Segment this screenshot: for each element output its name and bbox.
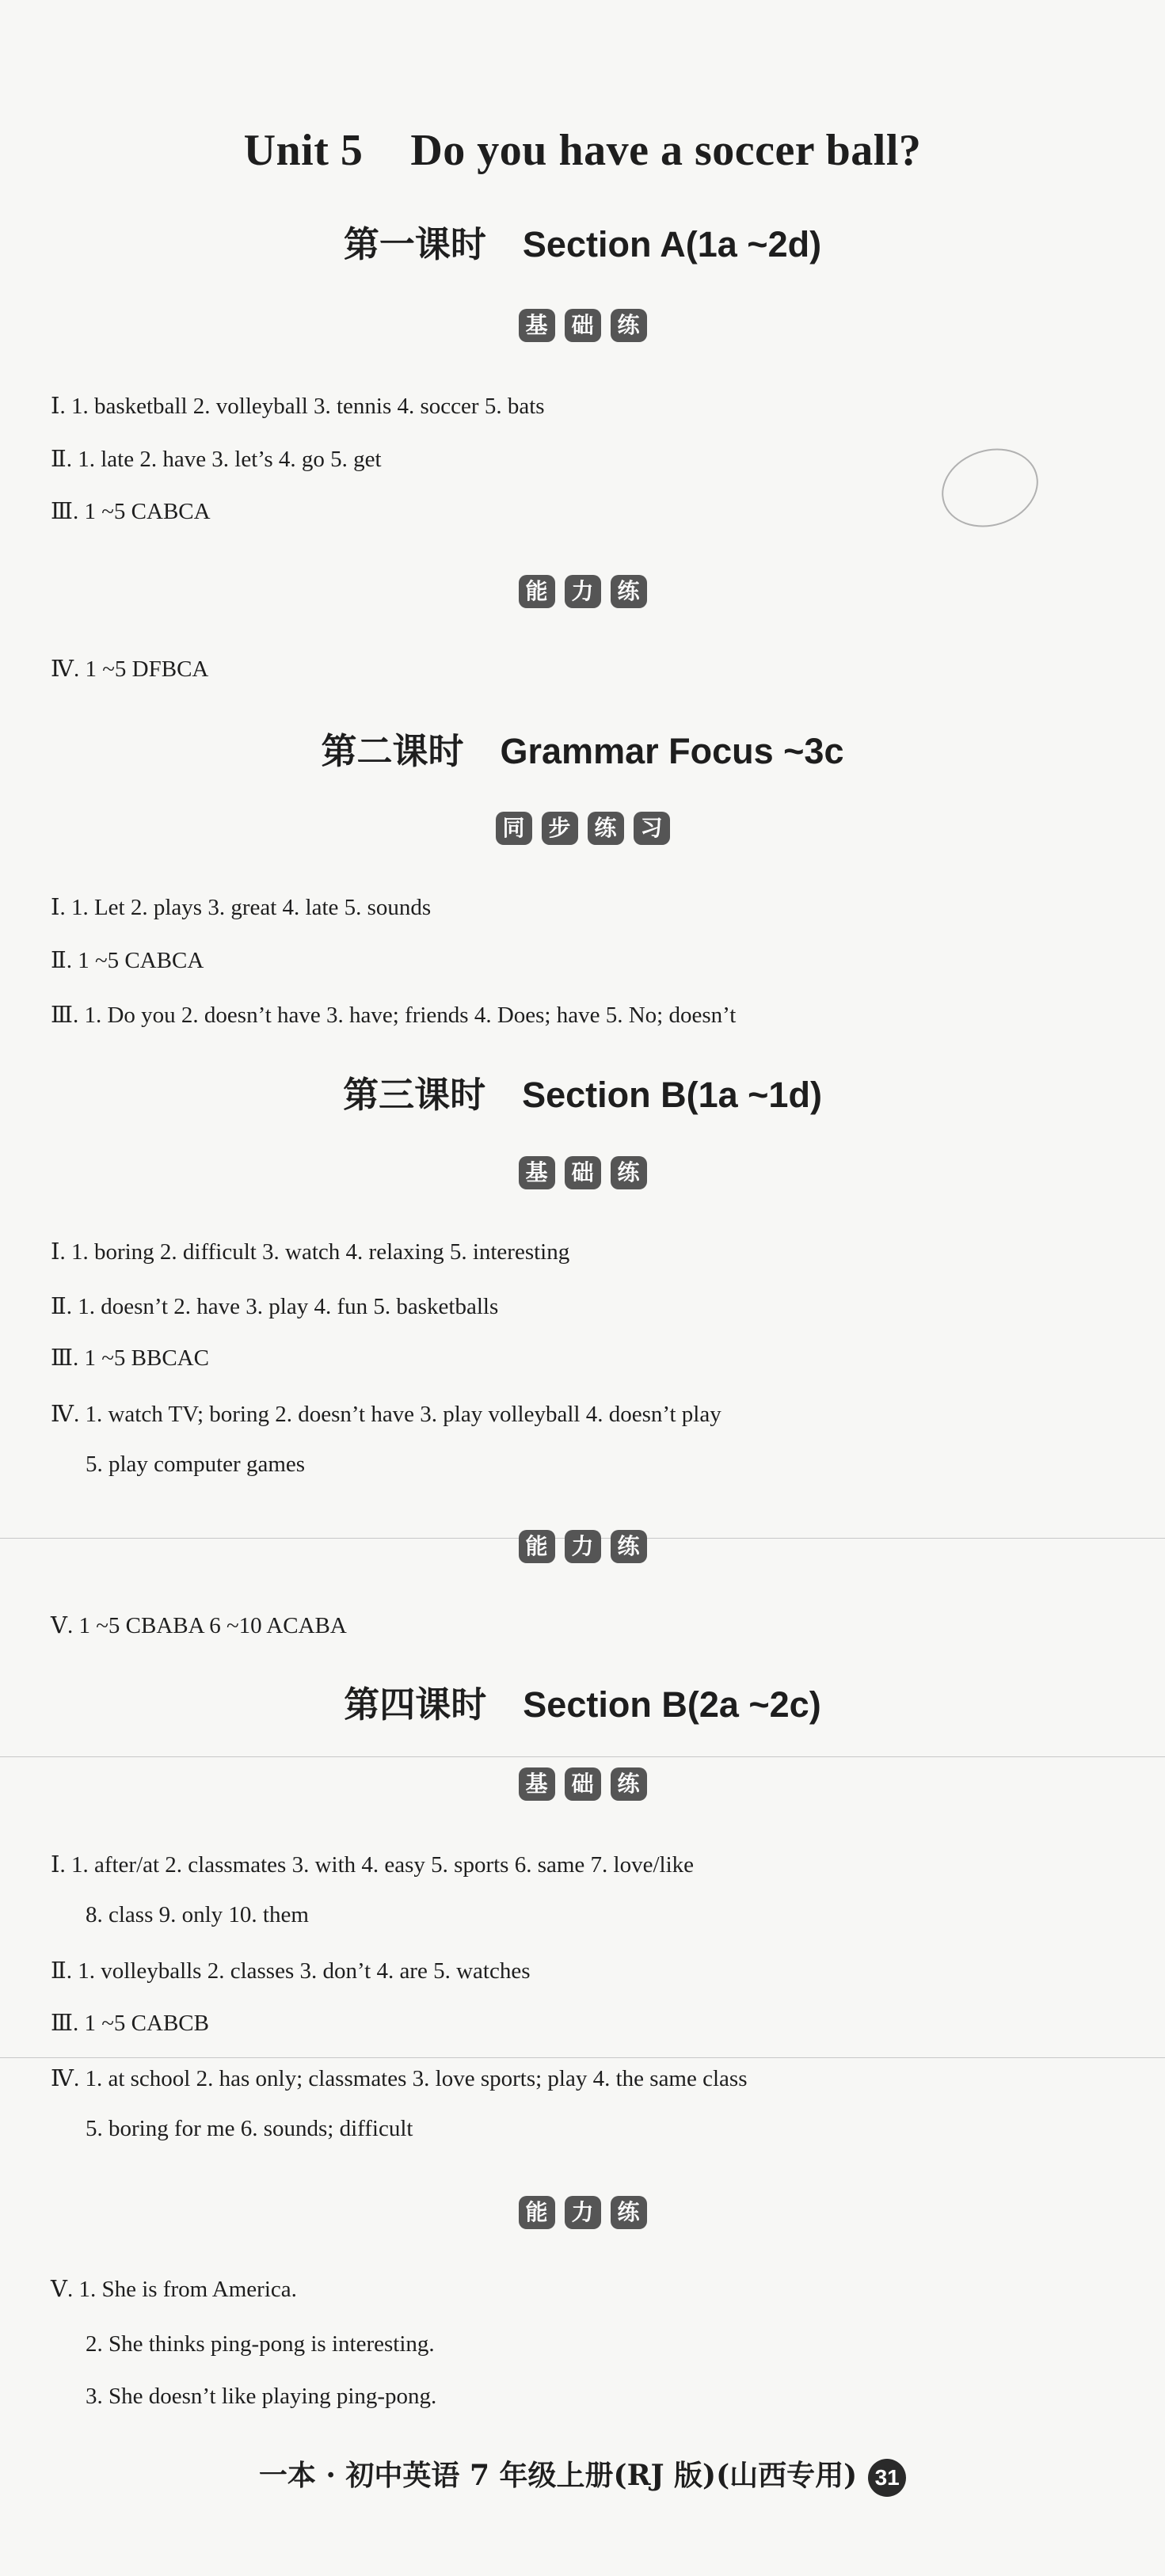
answer-line: Ⅴ. 1. She is from America.	[51, 2277, 297, 2302]
badge-char: 练	[611, 309, 647, 342]
lesson-cn: 第三课时	[343, 1074, 486, 1116]
answer-line: 2. She thinks ping-pong is interesting.	[86, 2331, 435, 2357]
unit-question: Do you have a soccer ball?	[410, 126, 922, 175]
lesson-en: Section B(1a ~1d)	[522, 1075, 822, 1115]
answer-line: 5. boring for me 6. sounds; difficult	[86, 2116, 413, 2141]
lesson-en: Grammar Focus ~3c	[500, 731, 844, 771]
answer-line: Ⅲ. 1 ~5 CABCA	[51, 499, 211, 524]
badge-char: 练	[611, 575, 647, 608]
unit-title	[0, 125, 1165, 176]
answer-line: Ⅲ. 1 ~5 BBCAC	[51, 1345, 209, 1371]
badge-char: 础	[565, 1767, 601, 1801]
badge-char: 能	[519, 575, 555, 608]
badge-nengli	[0, 2196, 1165, 2229]
answer-line: Ⅱ. 1. doesn’t 2. have 3. play 4. fun 5. basketballs	[51, 1294, 499, 1319]
stamp-logo	[931, 436, 1049, 539]
badge-char: 础	[565, 1156, 601, 1189]
badge-char: 力	[565, 575, 601, 608]
badge-char: 基	[519, 1156, 555, 1189]
badge-char: 础	[565, 309, 601, 342]
lesson-cn: 第一课时	[343, 223, 486, 265]
badge-nengli	[0, 1530, 1165, 1563]
badge-char: 习	[634, 812, 670, 845]
badge-jichu	[0, 309, 1165, 342]
badge-char: 基	[519, 309, 555, 342]
answer-line: Ⅳ. 1 ~5 DFBCA	[51, 656, 209, 682]
answer-line: Ⅰ. 1. Let 2. plays 3. great 4. late 5. sounds	[51, 895, 432, 920]
badge-jichu	[0, 1767, 1165, 1801]
lesson-heading-2	[0, 722, 1165, 774]
lesson-heading-4	[0, 1676, 1165, 1727]
answer-line: 3. She doesn’t like playing ping-pong.	[86, 2384, 437, 2409]
badge-char: 步	[542, 812, 578, 845]
answer-line: Ⅱ. 1. volleyballs 2. classes 3. don’t 4. are 5. watches	[51, 1958, 531, 1984]
badge-char: 练	[611, 1530, 647, 1563]
answer-line: Ⅲ. 1. Do you 2. doesn’t have 3. have; friends 4. Does; have 5. No; doesn’t	[51, 1003, 737, 1028]
badge-tongbu	[0, 812, 1165, 845]
lesson-cn: 第二课时	[321, 730, 464, 772]
badge-jichu	[0, 1156, 1165, 1189]
answer-line: Ⅰ. 1. basketball 2. volleyball 3. tennis 4. soccer 5. bats	[51, 394, 545, 419]
answer-line: 8. class 9. only 10. them	[86, 1902, 309, 1927]
answer-line: Ⅲ. 1 ~5 CABCB	[51, 2011, 209, 2036]
page-fold-line	[0, 1756, 1165, 1757]
page-number-badge: 31	[868, 2459, 906, 2497]
badge-nengli	[0, 575, 1165, 608]
badge-char: 练	[611, 1767, 647, 1801]
badge-char: 练	[611, 1156, 647, 1189]
page-footer	[0, 2453, 1165, 2497]
lesson-heading-3	[0, 1066, 1165, 1117]
answer-line: Ⅰ. 1. after/at 2. classmates 3. with 4. easy 5. sports 6. same 7. love/like	[51, 1852, 694, 1878]
badge-char: 能	[519, 1530, 555, 1563]
lesson-en: Section B(2a ~2c)	[523, 1684, 821, 1725]
answer-line: Ⅱ. 1. late 2. have 3. let’s 4. go 5. get	[51, 447, 382, 472]
answer-line: Ⅰ. 1. boring 2. difficult 3. watch 4. relaxing 5. interesting	[51, 1239, 570, 1265]
badge-char: 能	[519, 2196, 555, 2229]
footer-text: 一本 · 初中英语 7 年级上册(RJ 版)(山西专用)	[258, 2459, 858, 2492]
lesson-heading-1	[0, 215, 1165, 267]
answer-line: Ⅳ. 1. at school 2. has only; classmates 3. love sports; play 4. the same class	[51, 2066, 748, 2091]
unit-label: Unit 5	[243, 126, 364, 175]
answer-line: 5. play computer games	[86, 1452, 306, 1477]
badge-char: 练	[588, 812, 624, 845]
badge-char: 基	[519, 1767, 555, 1801]
badge-char: 力	[565, 1530, 601, 1563]
lesson-cn: 第四课时	[344, 1684, 487, 1726]
page-fold-line	[0, 2057, 1165, 2058]
lesson-en: Section A(1a ~2d)	[522, 224, 822, 264]
badge-char: 练	[611, 2196, 647, 2229]
badge-char: 同	[496, 812, 532, 845]
answer-line: Ⅴ. 1 ~5 CBABA 6 ~10 ACABA	[51, 1613, 347, 1638]
answer-line: Ⅳ. 1. watch TV; boring 2. doesn’t have 3. play volleyball 4. doesn’t play	[51, 1402, 721, 1427]
answer-line: Ⅱ. 1 ~5 CABCA	[51, 948, 204, 973]
badge-char: 力	[565, 2196, 601, 2229]
